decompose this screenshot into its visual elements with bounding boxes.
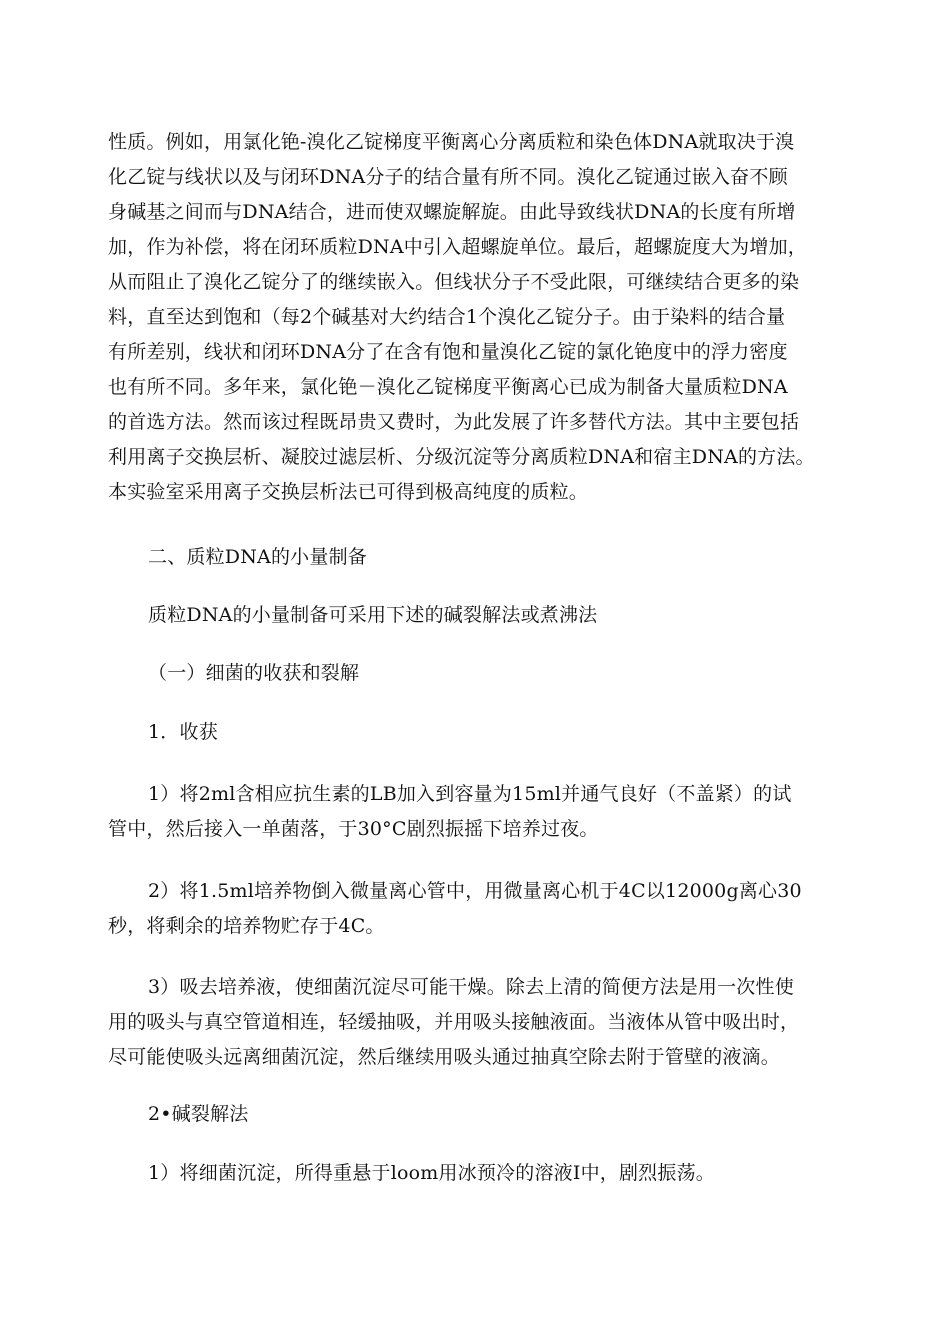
paragraph-line: 利用离子交换层析、凝胶过滤层析、分级沉淀等分离质粒DNA和宿主DNA的方法。 xyxy=(108,446,815,468)
paragraph-line: 有所差别，线状和闭环DNA分了在含有饱和量溴化乙锭的氯化铯度中的浮力密度 xyxy=(108,341,788,363)
step-text: 尽可能使吸头远离细菌沉淀，然后继续用吸头通过抽真空除去附于管壁的液滴。 xyxy=(108,1046,781,1068)
paragraph-line: 化乙锭与线状以及与闭环DNA分子的结合量有所不同。溴化乙锭通过嵌入奋不顾 xyxy=(108,166,788,188)
step-text: 1）将细菌沉淀，所得重悬于loom用冰预冷的溶液I中，剧烈振荡。 xyxy=(148,1162,715,1184)
step-heading: 1．收获 xyxy=(148,721,218,743)
step-text: 2）将1.5ml培养物倒入微量离心管中，用微量离心机于4C以12000g离心30 xyxy=(148,880,802,902)
step-text: 管中，然后接入一单菌落，于30°C剧烈振摇下培养过夜。 xyxy=(108,818,599,840)
paragraph-line: 加，作为补偿，将在闭环质粒DNA中引入超螺旋单位。最后，超螺旋度大为增加， xyxy=(108,236,807,258)
paragraph-line: 身碱基之间而与DNA结合，进而使双螺旋解旋。由此导致线状DNA的长度有所增 xyxy=(108,201,796,223)
paragraph-line: 的首选方法。然而该过程既昂贵又费时，为此发展了许多替代方法。其中主要包括 xyxy=(108,411,800,433)
paragraph-line: 本实验室采用离子交换层析法已可得到极高纯度的质粒。 xyxy=(108,481,589,503)
step-text: 用的吸头与真空管道相连，轻缓抽吸，并用吸头接触液面。当液体从管中吸出时， xyxy=(108,1011,800,1033)
subsection-heading: （一）细菌的收获和裂解 xyxy=(148,662,360,684)
step-text: 1）将2ml含相应抗生素的LB加入到容量为15ml并通气良好（不盖紧）的试 xyxy=(148,783,792,805)
step-text: 秒，将剩余的培养物贮存于4C。 xyxy=(108,915,385,937)
section-heading: 二、质粒DNA的小量制备 xyxy=(148,546,367,568)
step-heading: 2•碱裂解法 xyxy=(148,1103,249,1125)
intro-text: 质粒DNA的小量制备可采用下述的碱裂解法或煮沸法 xyxy=(148,604,598,626)
paragraph-line: 性质。例如，用氯化铯-溴化乙锭梯度平衡离心分离质粒和染色体DNA就取决于溴 xyxy=(108,131,795,153)
paragraph-line: 从而阻止了溴化乙锭分了的继续嵌入。但线状分子不受此限，可继续结合更多的染 xyxy=(108,271,800,293)
step-text: 3）吸去培养液，使细菌沉淀尽可能干燥。除去上清的简便方法是用一次性使 xyxy=(148,976,794,998)
paragraph-line: 也有所不同。多年来，氯化铯－溴化乙锭梯度平衡离心已成为制备大量质粒DNA xyxy=(108,376,788,398)
paragraph-line: 料，直至达到饱和（每2个碱基对大约结合1个溴化乙锭分子。由于染料的结合量 xyxy=(108,306,786,328)
